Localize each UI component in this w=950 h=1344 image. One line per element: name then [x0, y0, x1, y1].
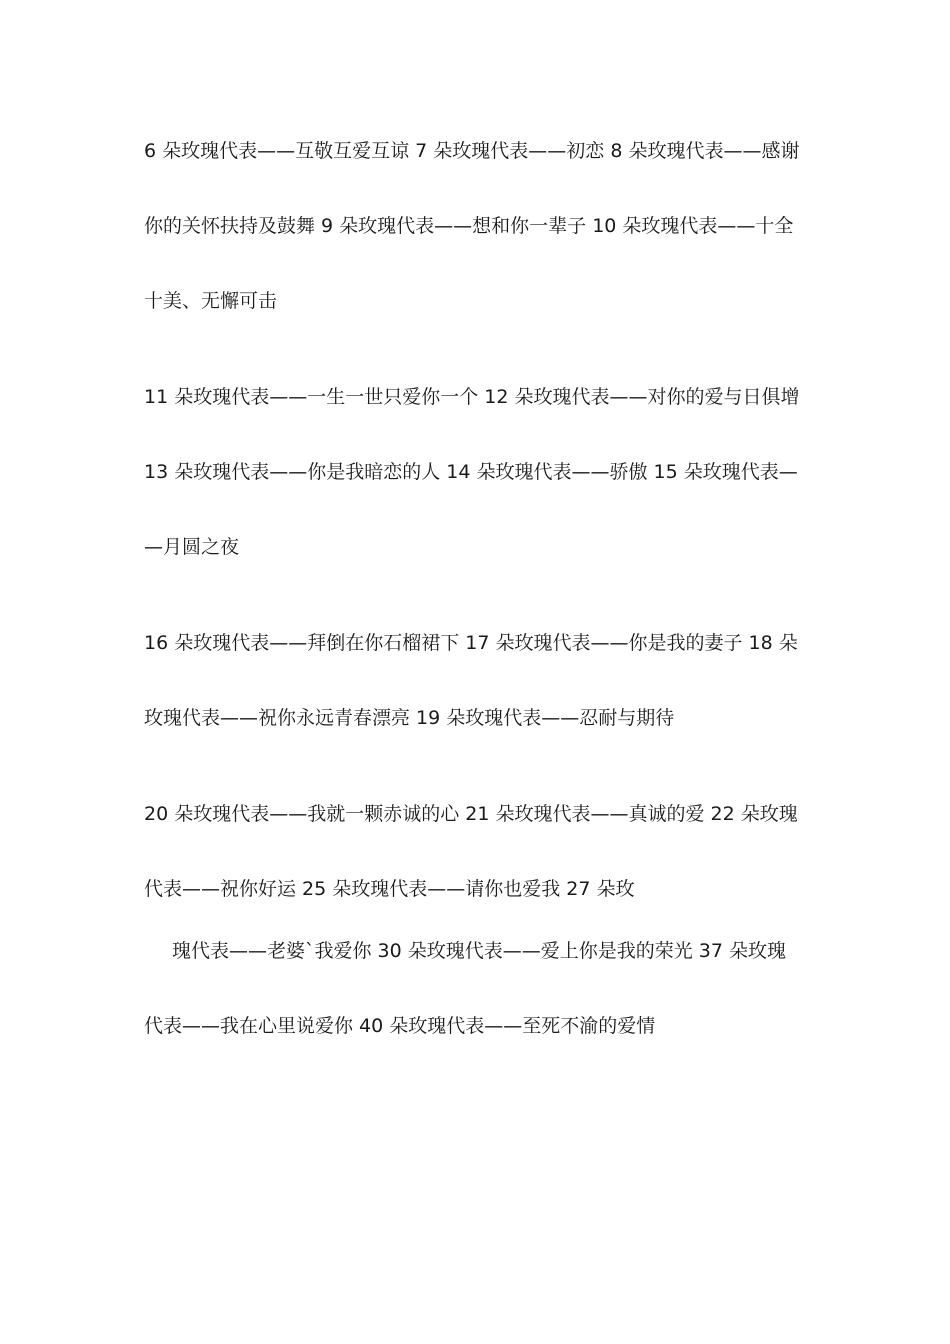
text-line: 代表——我在心里说爱你 40 朵玫瑰代表——至死不渝的爱情	[144, 1015, 656, 1037]
text-line: 13 朵玫瑰代表——你是我暗恋的人 14 朵玫瑰代表——骄傲 15 朵玫瑰代表—	[144, 461, 798, 483]
text-line: 你的关怀扶持及鼓舞 9 朵玫瑰代表——想和你一辈子 10 朵玫瑰代表——十全	[144, 215, 794, 237]
text-line: 代表——祝你好运 25 朵玫瑰代表——请你也爱我 27 朵玫	[144, 878, 635, 900]
text-line: —月圆之夜	[144, 536, 240, 558]
text-line: 瑰代表——老婆`我爱你 30 朵玫瑰代表——爱上你是我的荣光 37 朵玫瑰	[172, 940, 787, 962]
text-line: 16 朵玫瑰代表——拜倒在你石榴裙下 17 朵玫瑰代表——你是我的妻子 18 朵	[144, 632, 798, 654]
text-line: 20 朵玫瑰代表——我就一颗赤诚的心 21 朵玫瑰代表——真诚的爱 22 朵玫瑰	[144, 803, 798, 825]
text-line: 11 朵玫瑰代表——一生一世只爱你一个 12 朵玫瑰代表——对你的爱与日俱增	[144, 386, 800, 408]
text-line: 6 朵玫瑰代表——互敬互爱互谅 7 朵玫瑰代表——初恋 8 朵玫瑰代表——感谢	[144, 140, 800, 162]
text-line: 玫瑰代表——祝你永远青春漂亮 19 朵玫瑰代表——忍耐与期待	[144, 707, 675, 729]
text-line: 十美、无懈可击	[144, 290, 278, 312]
